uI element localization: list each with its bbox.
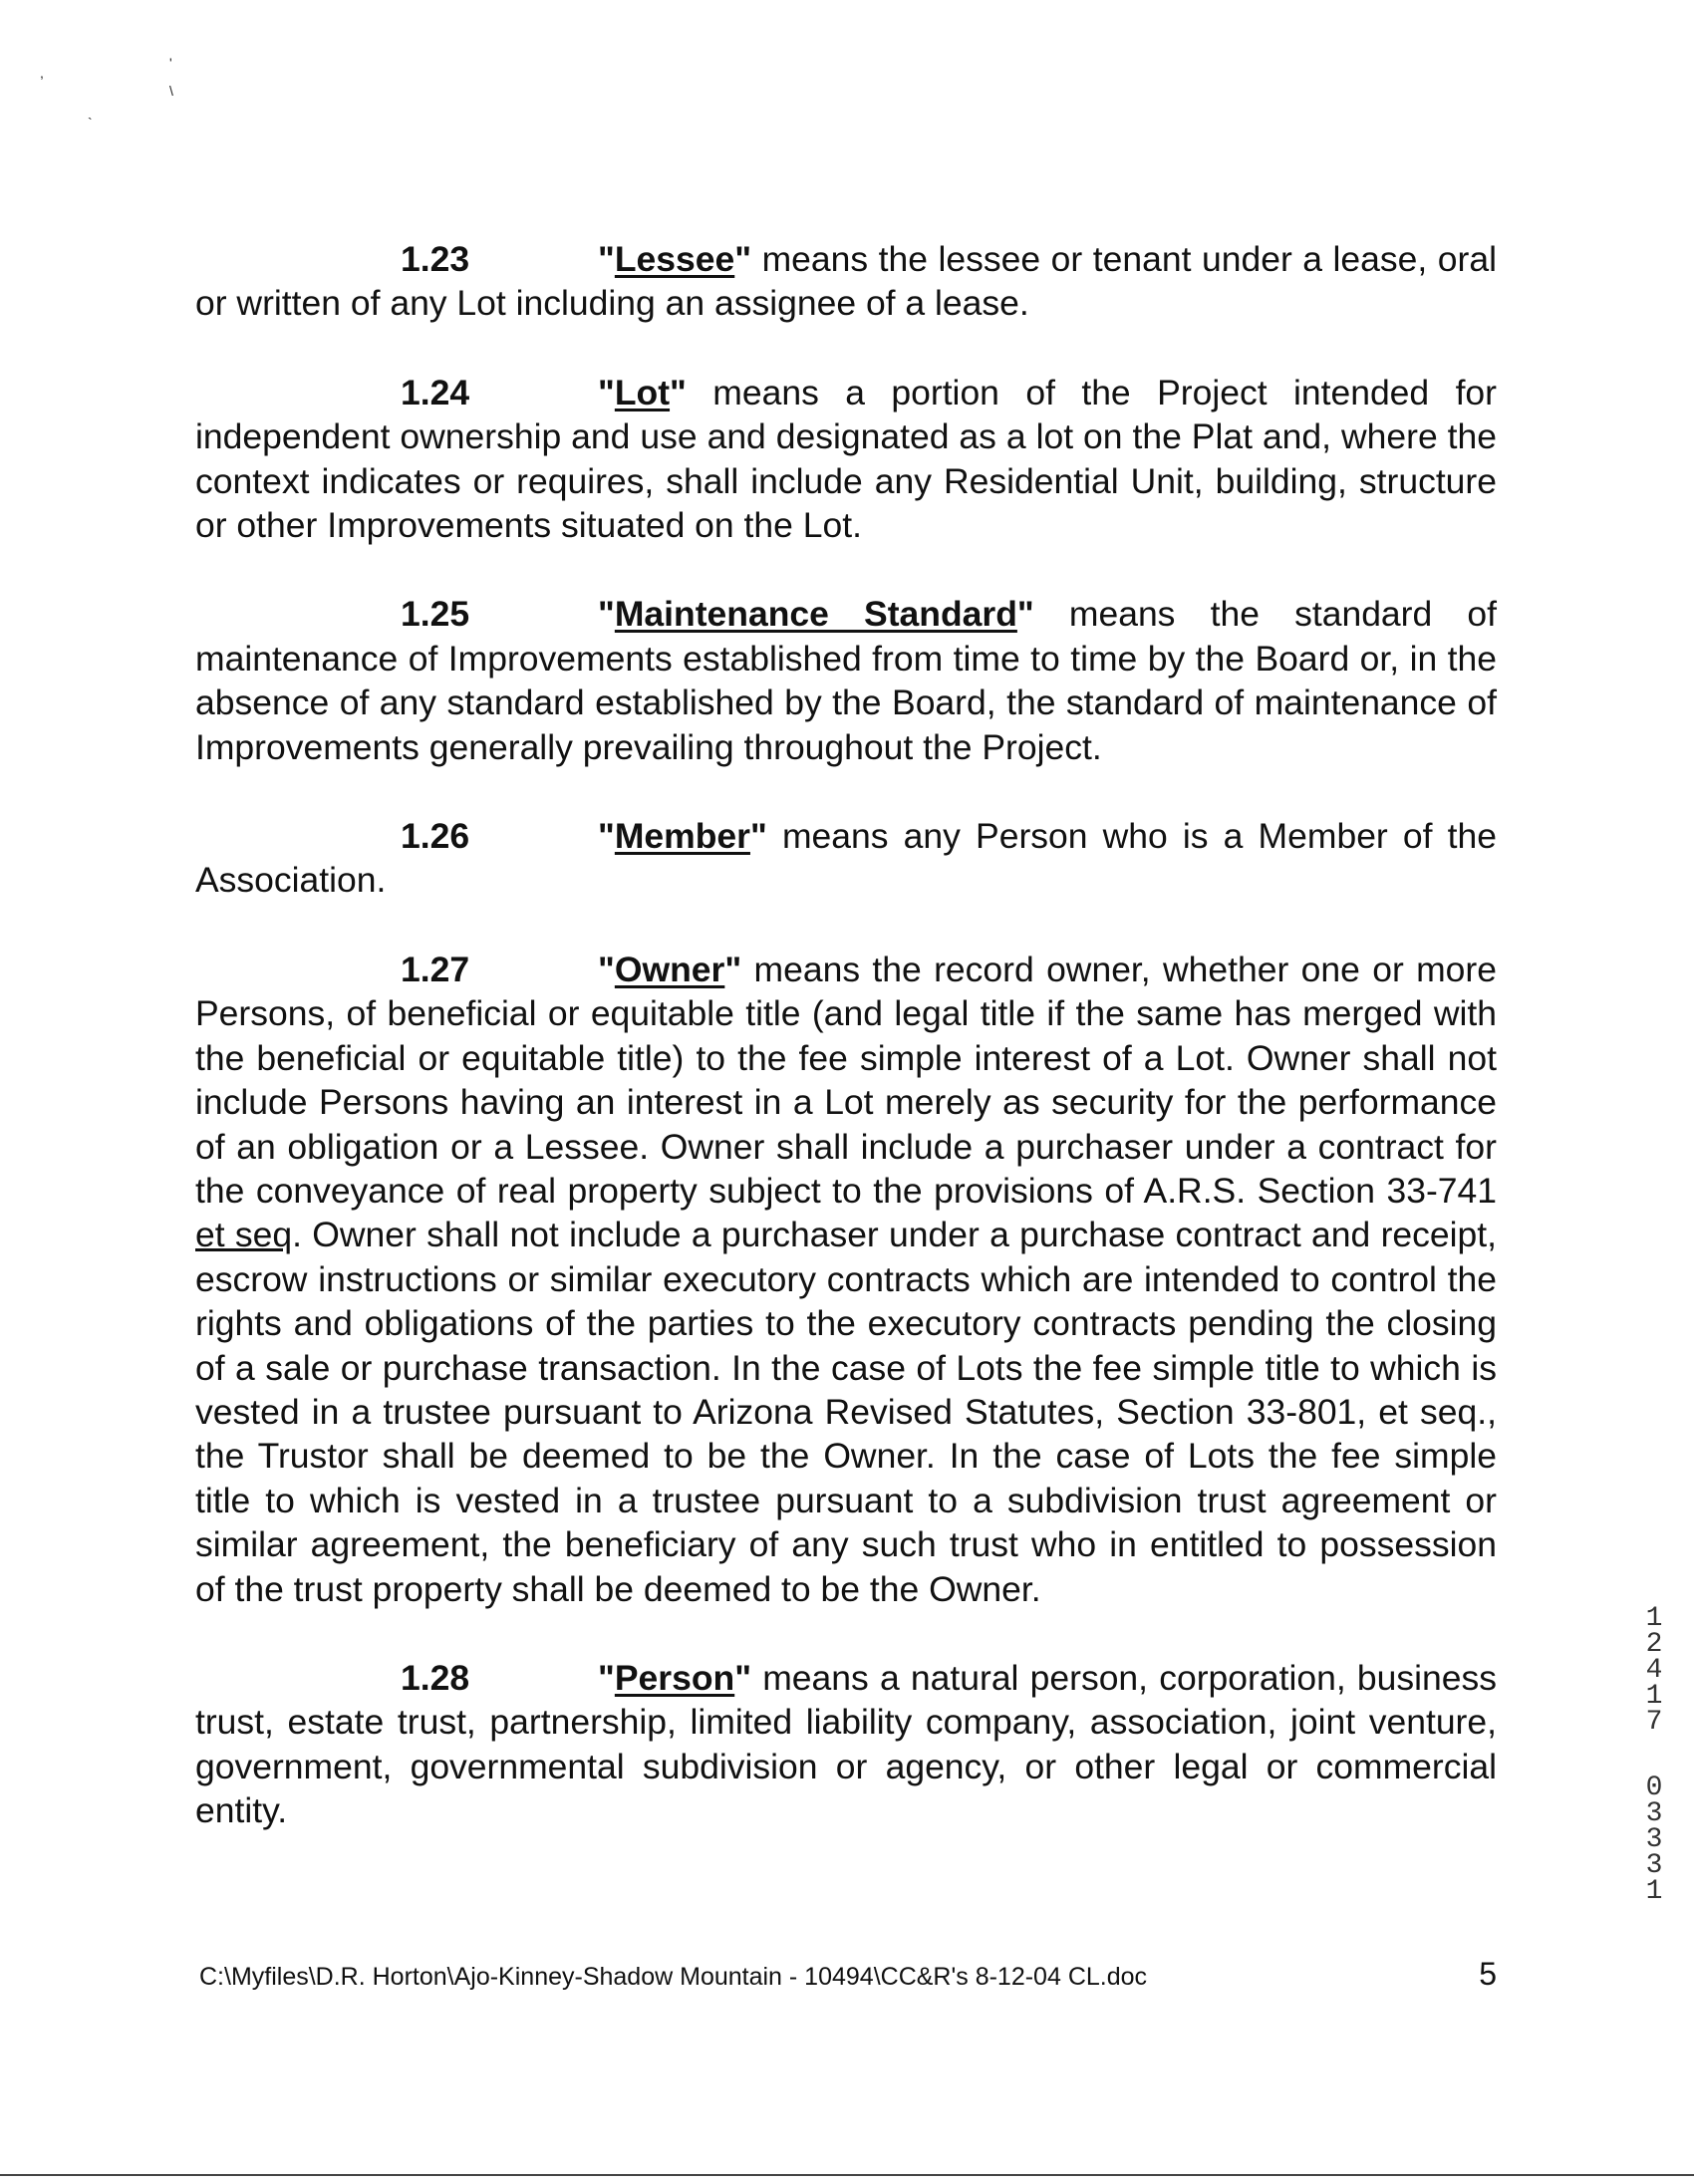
section-number: 1.25 bbox=[401, 594, 470, 635]
definition-text: means the standard of maintenance of Improvements established from time to time by the Board or, in the absence of any standard established by the Board, the standard of maintenance of Improvements generally prevailing throughout the Project. bbox=[195, 594, 1497, 767]
definition-text: means a natural person, corporation, business trust, estate trust, partnership, limited liability company, association, joint venture, government, governmental subdivision or agency, or other legal or commercial entity. bbox=[195, 1657, 1497, 1831]
definition-1-25 bbox=[195, 592, 1497, 769]
defined-term: "Lessee" bbox=[598, 239, 752, 279]
underlined-citation: et seq bbox=[195, 1215, 293, 1255]
page-number: 5 bbox=[1479, 1956, 1497, 1992]
document-body bbox=[195, 237, 1497, 1878]
defined-term: "Maintenance Standard" bbox=[598, 594, 1034, 635]
definition-text: means the record owner, whether one or more Persons, of beneficial or equitable title (and legal title if the same has merged with the beneficial or equitable title) to the fee simple interest of a Lot. Owner shall not include Persons having an interest in a Lot merely as security for the performance of an obligation or a Lessee. Owner shall include a purchaser under a contract for the conveyance of real property subject to the provisions of A.R.S. Section 33-741 bbox=[195, 949, 1497, 1211]
section-number: 1.23 bbox=[401, 239, 470, 279]
section-number: 1.24 bbox=[401, 372, 470, 412]
definition-text: means a portion of the Project intended for independent ownership and use and designated as a lot on the Plat and, where the context indicates or requires, shall include any Residential Unit, building, structure or other Improvements situated on the Lot. bbox=[195, 372, 1497, 546]
definition-1-23 bbox=[195, 237, 1497, 326]
recording-number-stamp: 1 2 4 1 7 0 3 3 3 1 bbox=[1645, 1603, 1663, 1907]
defined-term: "Person" bbox=[598, 1657, 752, 1698]
definition-1-24 bbox=[195, 371, 1497, 548]
definition-text: means any Person who is a Member of the Association. bbox=[195, 816, 1497, 901]
section-number: 1.26 bbox=[401, 816, 470, 857]
section-number: 1.27 bbox=[401, 949, 470, 989]
defined-term: "Member" bbox=[598, 816, 767, 857]
file-path: C:\Myfiles\D.R. Horton\Ajo-Kinney-Shadow Mountain - 10494\CC&R's 8-12-04 CL.doc bbox=[199, 1963, 1148, 1991]
page-footer bbox=[199, 1956, 1497, 1993]
definition-1-26 bbox=[195, 814, 1497, 903]
document-page: , ' \ ` 1.23 "Lessee" means the lessee or tenant under a lease, oral or written of any Lot including an assignee of a lease. 1.24 "Lot" means a portion of the Project intended for independent ownership and use and designated as a lot on the Plat and, where the context indicates or requires, shall include any Residential Unit, building, structure or other Improvements situated on the Lot. 1.25 "Maintenance Standard" means the standard of maintenance of Improvements established from time to time by the Board or, in the absence of any standard established by the Board, the standard of maintenance of Improvements generally prevailing throughout the Project. 1.26 "Member" means any Person who is a Member of the Association. 1.27 "Owner" means the record owner, whether one or more Persons, of beneficial or equitable title (and legal title if the same has merged with the beneficial or equitable title) to the fee simple interest of a Lot. Owner shall not include Persons having an interest in a Lot merely as security for the performance of an obligation or a Lessee. Owner shall include a purchaser under a contract for the conveyance of real property subject to the provisions of A.R.S. Section 33-741 et seq. Owner shall not include a purchaser under a purchase contract and receipt, escrow instructions or similar executory contracts which are intended to control the rights and obligations of the parties to the executory contracts pending the closing of a sale or purchase transaction. In the case of Lots the fee simple title to which is vested in a trustee pursuant to Arizona Revised Statutes, Section 33-801, et seq., the Trustor shall be deemed to be the Owner. In the case of Lots the fee simple title to which is vested in a trustee pursuant to a subdivision trust agreement or similar agreement, the beneficiary of any such trust who in entitled to possession of the trust property shall be deemed to be the Owner. 1.28 "Person" means a natural person, corporation, business trust, estate trust, partnership, limited liability company, association, joint venture, government, governmental subdivision or agency, or other legal or commercial entity. 1 2 4 1 7 0 3 3 3 1 C:\Myfiles\D.R. Horton\Ajo-Kinney-Shadow Mountain - 10494\CC&R's 8-12-04 CL.doc 5 bbox=[0, 0, 1694, 2184]
definition-text: means the lessee or tenant under a lease, oral or written of any Lot including an assignee of a lease. bbox=[195, 239, 1497, 324]
section-number: 1.28 bbox=[401, 1657, 470, 1698]
defined-term: "Lot" bbox=[598, 372, 687, 412]
definition-1-28 bbox=[195, 1656, 1497, 1833]
definition-1-27 bbox=[195, 948, 1497, 1611]
scan-edge-line bbox=[0, 2174, 1694, 2176]
defined-term: "Owner" bbox=[598, 949, 742, 989]
definition-text-continued: . Owner shall not include a purchaser under a purchase contract and receipt, escrow instructions or similar executory contracts which are intended to control the rights and obligations of the parties to the executory contracts pending the closing of a sale or purchase transaction. In the case of Lots the fee simple title to which is vested in a trustee pursuant to Arizona Revised Statutes, Section 33-801, et seq., the Trustor shall be deemed to be the Owner. In the case of Lots the fee simple title to which is vested in a trustee pursuant to a subdivision trust agreement or similar agreement, the beneficiary of any such trust who in entitled to possession of the trust property shall be deemed to be the Owner. bbox=[195, 1215, 1497, 1609]
